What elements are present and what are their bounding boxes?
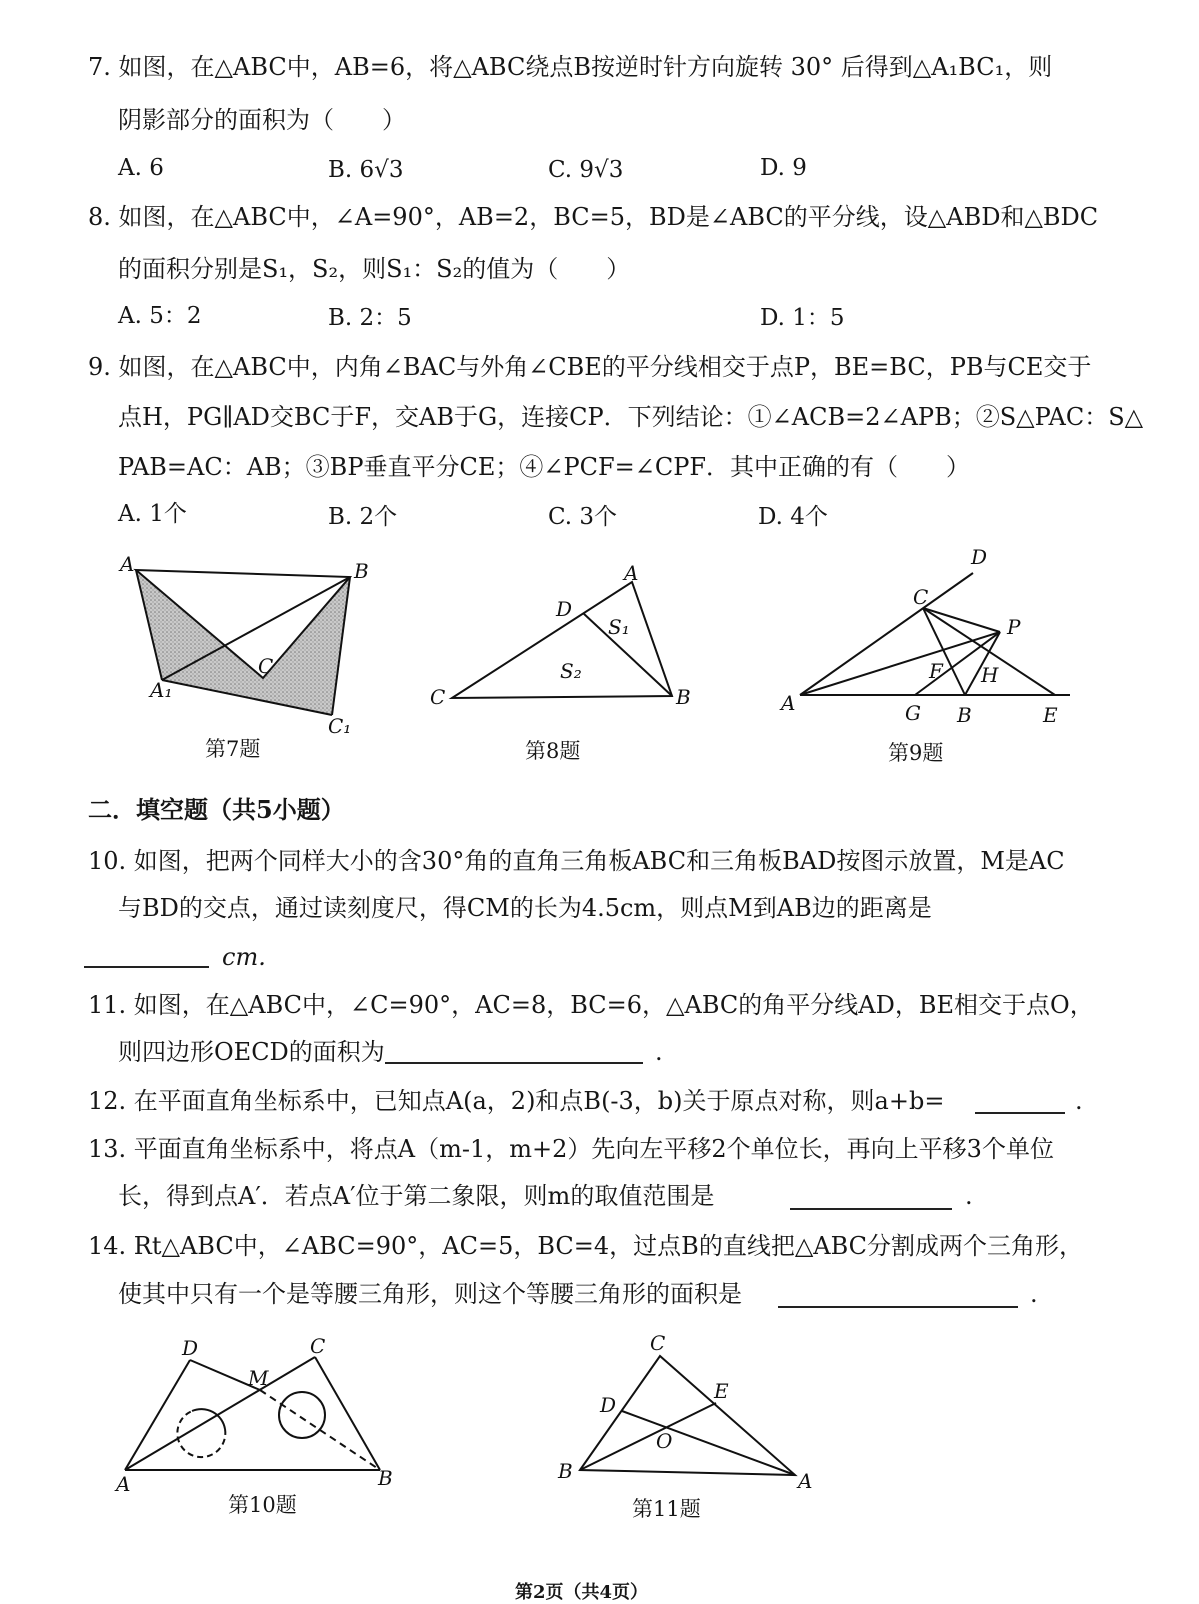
label-b: B (957, 703, 972, 727)
q9-option-d: D. 4个 (758, 504, 828, 530)
q12-answer-blank[interactable] (975, 1112, 1065, 1114)
q7-option-a: A. 6 (118, 155, 164, 181)
q10-line2: 与BD的交点，通过读刻度尺，得CM的长为4.5cm，则点M到AB边的距离是 (118, 894, 932, 922)
q8-option-b: B. 2：5 (328, 305, 412, 331)
label-a: A (120, 555, 135, 576)
label-e: E (714, 1379, 729, 1403)
label-a: A (781, 691, 796, 715)
label-a1: A₁ (150, 678, 173, 702)
q14-answer-blank[interactable] (778, 1306, 1018, 1308)
q11-line1: 11. 如图，在△ABC中，∠C=90°，AC=8，BC=6，△ABC的角平分线AD，BE相交于点O， (88, 991, 1094, 1019)
q9-option-b: B. 2个 (328, 504, 398, 530)
label-d: D (600, 1393, 617, 1417)
q7-option-b: B. 6√3 (328, 157, 404, 183)
label-a: A (116, 1472, 131, 1496)
q9-option-a: A. 1个 (118, 501, 187, 527)
label-c: C (258, 654, 274, 678)
q11-answer-blank[interactable] (385, 1062, 643, 1064)
q13-line2: 长，得到点A′．若点A′位于第二象限，则m的取值范围是 (118, 1182, 715, 1210)
label-b: B (676, 685, 691, 709)
q7-option-c: C. 9√3 (548, 157, 624, 183)
label-c: C (650, 1331, 666, 1355)
segment-ac (125, 1357, 315, 1470)
figure-11 (550, 1330, 830, 1500)
segment-ad (125, 1360, 190, 1470)
label-h: H (981, 663, 999, 687)
q7-option-d: D. 9 (760, 155, 807, 181)
caption-figure-11: 第11题 (632, 1497, 701, 1521)
ray-ad (800, 573, 973, 695)
q14-end: . (1030, 1280, 1038, 1308)
label-s1: S₁ (608, 615, 630, 639)
figure-8 (420, 560, 710, 715)
circle-left-solid (192, 1409, 225, 1429)
q8-option-d: D. 1：5 (760, 305, 845, 331)
caption-figure-10: 第10题 (228, 1493, 297, 1517)
q12-end: . (1075, 1087, 1083, 1115)
q13-end: . (965, 1182, 973, 1210)
q10-answer-blank[interactable] (84, 966, 209, 968)
label-b: B (558, 1459, 573, 1483)
q8-line2: 的面积分别是S₁，S₂，则S₁：S₂的值为（ ） (118, 255, 631, 283)
q13-line1: 13. 平面直角坐标系中，将点A（m-1，m+2）先向左平移2个单位长，再向上平移3个单位 (88, 1135, 1054, 1163)
section-title-fill-in: 二．填空题（共5小题） (88, 795, 345, 824)
label-c1: C₁ (328, 714, 352, 738)
q9-line3: PAB=AC：AB；③BP垂直平分CE；④∠PCF=∠CPF．其中正确的有（ ） (118, 453, 971, 481)
figure-10 (110, 1335, 410, 1500)
segment-ad (622, 1411, 795, 1475)
q9-line1: 9. 如图，在△ABC中，内角∠BAC与外角∠CBE的平分线相交于点P，BE=BC，PB与CE交于 (88, 353, 1092, 381)
figure-7 (110, 555, 380, 740)
q10-unit: cm. (222, 943, 266, 971)
segment-cp (923, 608, 1000, 632)
label-o: O (656, 1429, 673, 1453)
q8-line1: 8. 如图，在△ABC中，∠A=90°，AB=2，BC=5，BD是∠ABC的平分线，设△ABD和△BDC (88, 203, 1099, 231)
q9-option-c: C. 3个 (548, 504, 618, 530)
q11-end: . (655, 1038, 663, 1066)
page-footer: 第2页（共4页） (515, 1582, 649, 1603)
label-c: C (310, 1335, 326, 1358)
figure-9 (775, 540, 1085, 740)
q14-line1: 14. Rt△ABC中，∠ABC=90°，AC=5，BC=4，过点B的直线把△ABC分割成两个三角形， (88, 1232, 1084, 1260)
q7-line1: 7. 如图，在△ABC中，AB=6，将△ABC绕点B按逆时针方向旋转 30° 后得到△A₁BC₁，则 (88, 53, 1053, 81)
q8-option-a: A. 5：2 (118, 303, 202, 329)
circle-right (279, 1392, 325, 1438)
label-d: D (182, 1336, 199, 1360)
q11-line2: 则四边形OECD的面积为 (118, 1038, 385, 1066)
label-a: A (624, 561, 639, 585)
label-c: C (913, 585, 929, 609)
q10-line1: 10. 如图，把两个同样大小的含30°角的直角三角板ABC和三角板BAD按图示放置，M是AC (88, 847, 1065, 875)
label-p: P (1007, 615, 1021, 639)
label-s2: S₂ (560, 659, 582, 683)
label-a: A (798, 1469, 813, 1493)
label-d: D (556, 597, 573, 621)
label-m: M (248, 1366, 269, 1390)
caption-figure-7: 第7题 (205, 737, 261, 761)
label-d: D (971, 545, 988, 569)
label-c: C (430, 685, 446, 709)
q14-line2: 使其中只有一个是等腰三角形，则这个等腰三角形的面积是 (118, 1280, 742, 1308)
label-b: B (354, 559, 369, 583)
q13-answer-blank[interactable] (790, 1208, 952, 1210)
label-e: E (1043, 703, 1058, 727)
caption-figure-8: 第8题 (525, 739, 581, 763)
caption-figure-9: 第9题 (888, 741, 944, 765)
label-b: B (378, 1466, 393, 1490)
label-f: F (929, 659, 943, 683)
q12-line1: 12. 在平面直角坐标系中，已知点A(a，2)和点B(-3，b)关于原点对称，则a+b= (88, 1087, 945, 1115)
q9-line2: 点H，PG∥AD交BC于F，交AB于G，连接CP．下列结论：①∠ACB=2∠APB；②S△PAC：S△ (118, 403, 1144, 431)
q7-line2: 阴影部分的面积为（ ） (118, 106, 406, 134)
label-g: G (905, 701, 921, 725)
